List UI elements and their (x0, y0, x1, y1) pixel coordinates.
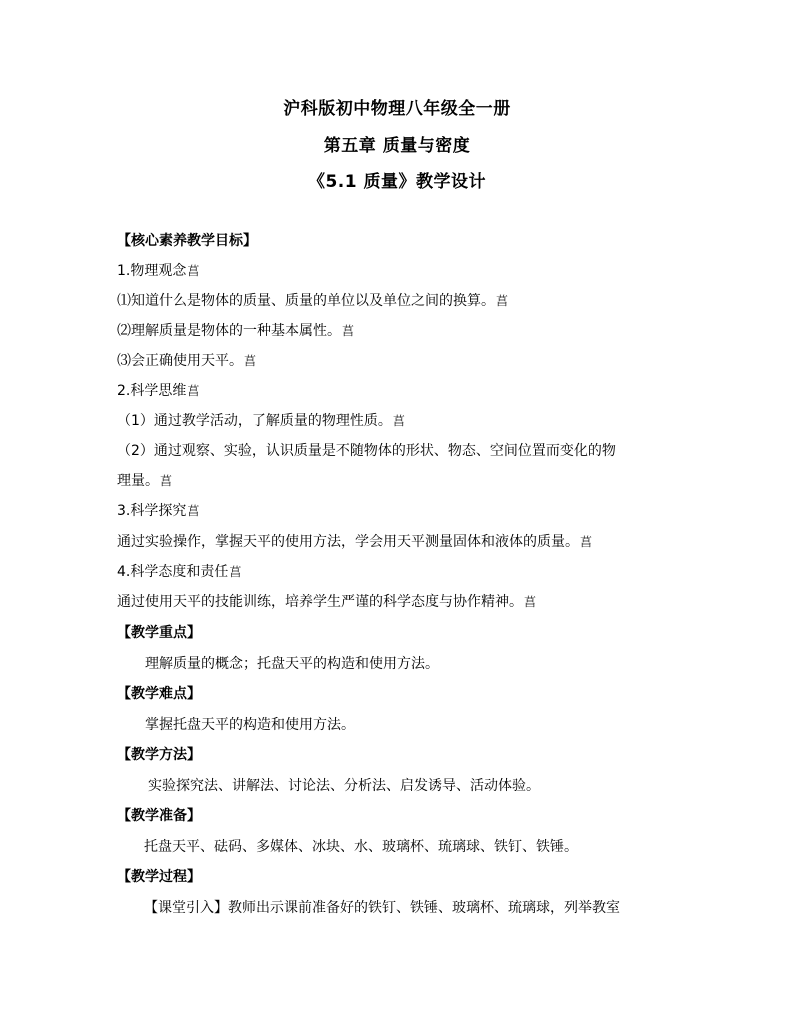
goal-3-item-1 (117, 533, 592, 551)
difficulty-heading: 【教学难点】 (117, 686, 201, 702)
goal-section-3-title (117, 502, 199, 520)
goal-section-2-title-text: 2.科学思维 (117, 383, 187, 399)
focus-text: 理解质量的概念；托盘天平的构造和使用方法。 (145, 656, 439, 672)
goal-1-item-3 (117, 352, 256, 370)
methods-text: 实验探究法、讲解法、讨论法、分析法、启发诱导、活动体验。 (148, 778, 540, 794)
goal-section-2-title (117, 382, 199, 400)
process-text: 【课堂引入】教师出示课前准备好的铁钉、铁锤、玻璃杯、琉璃球，列举教室 (144, 900, 620, 916)
goal-1-item-2-text: ⑵理解质量是物体的一种基本属性。 (117, 323, 341, 339)
goal-2-item-1 (117, 412, 405, 430)
paragraph-mark: 菖 (580, 535, 593, 549)
goal-section-1-title (117, 262, 199, 280)
paragraph-mark: 菖 (524, 595, 537, 609)
goal-1-item-3-text: ⑶会正确使用天平。 (117, 353, 243, 369)
paragraph-mark: 菖 (187, 504, 200, 518)
goals-heading: 【核心素养教学目标】 (117, 233, 257, 249)
paragraph-mark: 菖 (392, 414, 405, 428)
goal-2-item-2-line-1: （2）通过观察、实验，认识质量是不随物体的形状、物态、空间位置而变化的物 (117, 443, 616, 459)
chapter-title: 第五章 质量与密度 (323, 136, 471, 156)
goal-section-3-title-text: 3.科学探究 (117, 503, 187, 519)
preparation-heading: 【教学准备】 (117, 808, 201, 824)
goal-1-item-1 (117, 292, 508, 310)
goal-4-item-1 (117, 593, 536, 611)
goal-1-item-1-text: ⑴知道什么是物体的质量、质量的单位以及单位之间的换算。 (117, 293, 495, 309)
goal-section-4-title-text: 4.科学态度和责任 (117, 564, 229, 580)
methods-heading: 【教学方法】 (117, 747, 201, 763)
paragraph-mark: 菖 (160, 474, 173, 488)
goal-section-1-title-text: 1.物理观念 (117, 263, 187, 279)
lesson-title: 《5.1 质量》教学设计 (307, 172, 487, 192)
paragraph-mark: 菖 (229, 565, 242, 579)
goal-4-item-1-text: 通过使用天平的技能训练，培养学生严谨的科学态度与协作精神。 (117, 594, 523, 610)
paragraph-mark: 菖 (342, 324, 355, 338)
goal-section-4-title (117, 563, 241, 581)
focus-heading: 【教学重点】 (117, 625, 201, 641)
difficulty-text: 掌握托盘天平的构造和使用方法。 (145, 717, 355, 733)
goal-3-item-1-text: 通过实验操作，掌握天平的使用方法，学会用天平测量固体和液体的质量。 (117, 534, 579, 550)
preparation-text: 托盘天平、砝码、多媒体、冰块、水、玻璃杯、琉璃球、铁钉、铁锤。 (144, 839, 578, 855)
goal-2-item-2-line-2 (117, 472, 172, 490)
paragraph-mark: 菖 (496, 294, 509, 308)
paragraph-mark: 菖 (187, 264, 200, 278)
paragraph-mark: 菖 (244, 354, 257, 368)
document-title: 沪科版初中物理八年级全一册 (283, 99, 511, 119)
goal-2-item-2-line-2-text: 理量。 (117, 473, 159, 489)
goal-2-item-1-text: （1）通过教学活动，了解质量的物理性质。 (117, 413, 392, 429)
process-heading: 【教学过程】 (117, 869, 201, 885)
paragraph-mark: 菖 (187, 384, 200, 398)
goal-1-item-2 (117, 322, 354, 340)
